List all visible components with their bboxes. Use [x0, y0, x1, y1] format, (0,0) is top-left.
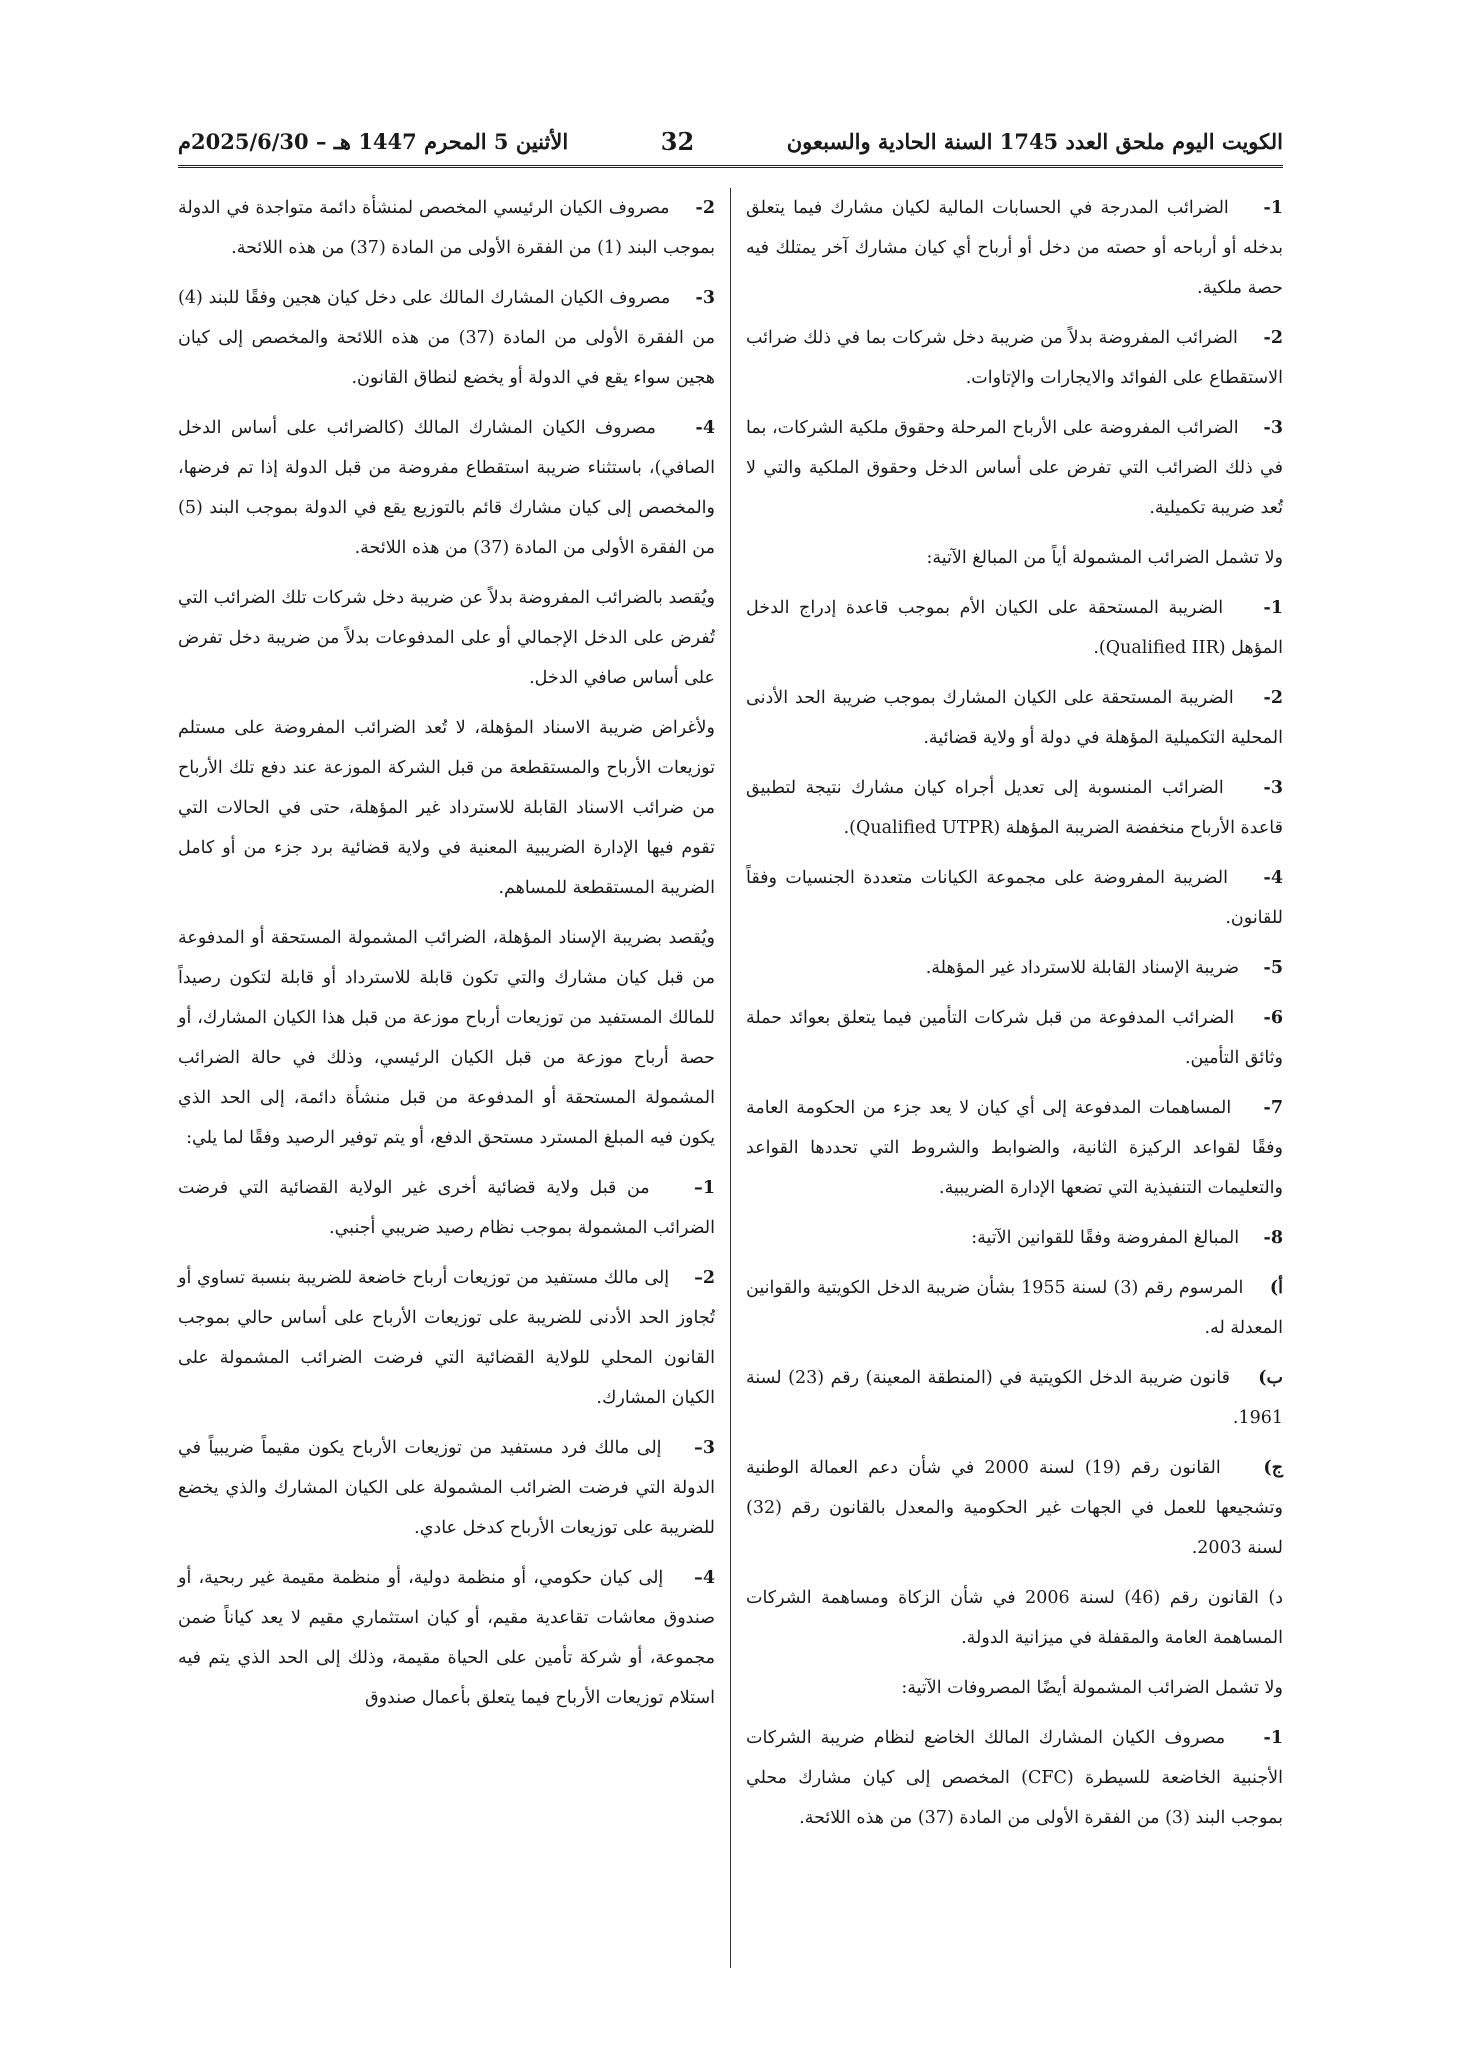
paragraph-text: قانون ضريبة الدخل الكويتية في (المنطقة المعينة) رقم (23) لسنة 1961.	[746, 1368, 1283, 1428]
paragraph	[746, 588, 1283, 668]
paragraph-text: مصروف الكيان المشارك المالك الخاضع لنظام ضريبة الشركات الأجنبية الخاضعة للسيطرة (CFC) المخصص إلى كيان مشارك محلي بموجب البند (3) من الفقرة الأولى من المادة (37) من هذه اللائحة.	[746, 1728, 1284, 1828]
paragraph	[746, 1218, 1283, 1258]
item-number: 1-	[1225, 1728, 1283, 1748]
item-number: 7-	[1231, 1098, 1283, 1118]
paragraph	[746, 998, 1283, 1078]
paragraph-text: ويُقصد بضريبة الإسناد المؤهلة، الضرائب المشمولة المستحقة أو المدفوعة من قبل كيان مشارك والتي تكون قابلة للاسترداد أو قابلة لتكون رصيداً للمالك المستفيد من توزيعات أرباح موزعة من قبل هذا الكيان المشارك، أو حصة أرباح موزعة من قبل الكيان الرئيسي، وذلك في حالة الضرائب المشمولة المستحقة أو المدفوعة من قبل منشأة دائمة، إلى الحد الذي يكون فيه المبلغ المسترد مستحق الدفع، أو يتم توفير الرصيد وفقًا لما يلي:	[178, 928, 715, 1148]
paragraph	[178, 918, 715, 1158]
paragraph	[746, 948, 1283, 988]
paragraph-text: من قبل ولاية قضائية أخرى غير الولاية القضائية التي فرضت الضرائب المشمولة بموجب نظام رصيد ضريبي أجنبي.	[178, 1178, 715, 1238]
item-number: 8-	[1239, 1228, 1283, 1248]
paragraph-text: ولا تشمل الضرائب المشمولة أيضًا المصروفات الآتية:	[901, 1678, 1283, 1698]
item-number: 1–	[649, 1178, 715, 1198]
paragraph-text: الضرائب المدرجة في الحسابات المالية لكيان مشارك فيما يتعلق بدخله أو أرباحه أو حصته من دخل أو أرباح أي كيان مشارك آخر يمتلك فيه حصة ملكية.	[746, 198, 1283, 298]
page-header	[178, 118, 1283, 164]
item-number: 2-	[669, 198, 715, 218]
paragraph-text: الضرائب المفروضة بدلاً من ضريبة دخل شركات بما في ذلك ضرائب الاستقطاع على الفوائد والايجارات والإتاوات.	[746, 328, 1283, 388]
header-date: الأثنين 5 المحرم 1447 هـ – 2025/6/30م	[178, 128, 569, 154]
paragraph-text: المرسوم رقم (3) لسنة 1955 بشأن ضريبة الدخل الكويتية والقوانين المعدلة له.	[746, 1278, 1283, 1338]
item-number: 3-	[1223, 778, 1283, 798]
paragraph-text: ولأغراض ضريبة الاسناد المؤهلة، لا تُعد الضرائب المفروضة على مستلم توزيعات الأرباح والمستقطعة من قبل الشركة الموزعة عند دفع تلك الأرباح من ضرائب الاسناد القابلة للاسترداد غير المؤهلة، حتى في الحالات التي تقوم فيها الإدارة الضريبية المعنية في ولاية قضائية برد جزء من أو كامل الضريبة المستقطعة للمساهم.	[178, 718, 715, 898]
paragraph	[178, 1558, 715, 1718]
paragraph	[178, 708, 715, 908]
paragraph	[746, 1358, 1283, 1438]
paragraph	[746, 1088, 1283, 1208]
item-number: 4-	[1227, 868, 1283, 888]
item-number: 1-	[1228, 198, 1283, 218]
paragraph-text: د) القانون رقم (46) لسنة 2006 في شأن الزكاة ومساهمة الشركات المساهمة العامة والمقفلة في ميزانية الدولة.	[746, 1588, 1284, 1648]
paragraph	[746, 678, 1283, 758]
paragraph	[178, 1428, 715, 1548]
item-number: 3-	[670, 288, 715, 308]
item-number: ب)	[1230, 1368, 1284, 1388]
paragraph	[746, 1718, 1283, 1838]
item-number: 3-	[1238, 418, 1283, 438]
left-column	[178, 188, 715, 1968]
paragraph	[178, 1168, 715, 1248]
paragraph-text: المساهمات المدفوعة إلى أي كيان لا يعد جزء من الحكومة العامة وفقًا لقواعد الركيزة الثانية، والضوابط والشروط التي تحددها القواعد والتعليمات التنفيذية التي تضعها الإدارة الضريبية.	[746, 1098, 1283, 1198]
right-column	[746, 188, 1283, 1968]
paragraph-text: الضرائب المنسوبة إلى تعديل أجراه كيان مشارك نتيجة لتطبيق قاعدة الأرباح منخفضة الضريبة المؤهلة (Qualified UTPR).	[746, 778, 1283, 838]
item-number: 4-	[655, 418, 715, 438]
item-number: 2-	[1233, 688, 1284, 708]
paragraph	[178, 578, 715, 698]
paragraph-text: مصروف الكيان الرئيسي المخصص لمنشأة دائمة متواجدة في الدولة بموجب البند (1) من الفقرة الأولى من المادة (37) من هذه اللائحة.	[178, 198, 715, 258]
paragraph	[746, 538, 1283, 578]
item-number: أ)	[1243, 1278, 1284, 1298]
document-body	[178, 188, 1283, 1968]
paragraph	[746, 1668, 1283, 1708]
paragraph-text: مصروف الكيان المشارك المالك (كالضرائب على أساس الدخل الصافي)، باستثناء ضريبة استقطاع مفروضة من قبل الدولة إذا تم فرضها، والمخصص إلى كيان مشارك قائم بالتوزيع يقع في الدولة بموجب البند (5) من الفقرة الأولى من المادة (37) من هذه اللائحة.	[178, 418, 715, 558]
paragraph-text: إلى مالك فرد مستفيد من توزيعات الأرباح يكون مقيماً ضريبياً في الدولة التي فرضت الضرائب المشمولة على الكيان المشارك والذي يخضع للضريبة على توزيعات الأرباح كدخل عادي.	[178, 1438, 715, 1538]
item-number: 4–	[663, 1568, 715, 1588]
paragraph	[746, 408, 1283, 528]
paragraph-text: الضرائب المدفوعة من قبل شركات التأمين فيما يتعلق بعوائد حملة وثائق التأمين.	[746, 1008, 1283, 1068]
paragraph-text: إلى مالك مستفيد من توزيعات أرباح خاضعة للضريبة بنسبة تساوي أو تُجاوز الحد الأدنى للضريبة على توزيعات الأرباح على أساس حالي بموجب القانون المحلي للولاية القضائية التي فرضت الضرائب المشمولة على الكيان المشارك.	[178, 1268, 715, 1408]
paragraph	[746, 1448, 1283, 1568]
paragraph	[178, 278, 715, 398]
paragraph-text: مصروف الكيان المشارك المالك على دخل كيان هجين وفقًا للبند (4) من الفقرة الأولى من المادة (37) من هذه اللائحة والمخصص إلى كيان هجين سواء يقع في الدولة أو يخضع لنطاق القانون.	[178, 288, 715, 388]
paragraph-text: ضريبة الإسناد القابلة للاسترداد غير المؤهلة.	[925, 958, 1240, 978]
paragraph-text: الضرائب المفروضة على الأرباح المرحلة وحقوق ملكية الشركات، بما في ذلك الضرائب التي تفرض على أساس الدخل وحقوق الملكية والتي لا تُعد ضريبة تكميلية.	[746, 418, 1283, 518]
item-number: 3–	[661, 1438, 715, 1458]
paragraph-text: المبالغ المفروضة وفقًا للقوانين الآتية:	[971, 1228, 1240, 1248]
paragraph	[746, 1578, 1283, 1658]
page-number: 32	[660, 126, 695, 156]
paragraph-text: ولا تشمل الضرائب المشمولة أياً من المبالغ الآتية:	[926, 548, 1283, 568]
paragraph	[178, 188, 715, 268]
paragraph	[746, 858, 1283, 938]
header-rule	[178, 165, 1283, 168]
item-number: ج)	[1220, 1458, 1283, 1478]
item-number: 2-	[1237, 328, 1284, 348]
header-publication: الكويت اليوم ملحق العدد 1745 السنة الحادية والسبعون	[786, 128, 1283, 154]
paragraph	[746, 188, 1283, 308]
item-number: 2–	[669, 1268, 716, 1288]
paragraph	[178, 408, 715, 568]
paragraph	[746, 1268, 1283, 1348]
paragraph	[746, 768, 1283, 848]
paragraph	[746, 318, 1283, 398]
paragraph	[178, 1258, 715, 1418]
paragraph-text: ويُقصد بالضرائب المفروضة بدلاً عن ضريبة دخل شركات تلك الضرائب التي تُفرض على الدخل الإجمالي أو على المدفوعات بدلاً من ضريبة دخل تفرض على أساس صافي الدخل.	[178, 588, 715, 688]
paragraph-text: إلى كيان حكومي، أو منظمة دولية، أو منظمة مقيمة غير ربحية، أو صندوق معاشات تقاعدية مقيم، أو كيان استثماري مقيم لا يعد كياناً ضمن مجموعة، أو شركة تأمين على الحياة مقيمة، وذلك إلى الحد الذي يتم فيه استلام توزيعات الأرباح فيما يتعلق بأعمال صندوق	[178, 1568, 715, 1708]
item-number: 1-	[1223, 598, 1284, 618]
paragraph-text: الضريبة المفروضة على مجموعة الكيانات متعددة الجنسيات وفقاً للقانون.	[746, 868, 1283, 928]
item-number: 5-	[1239, 958, 1283, 978]
item-number: 6-	[1234, 1008, 1283, 1028]
paragraph-text: القانون رقم (19) لسنة 2000 في شأن دعم العمالة الوطنية وتشجيعها للعمل في الجهات غير الحكومية والمعدل بالقانون رقم (32) لسنة 2003.	[746, 1458, 1283, 1558]
paragraph-text: الضريبة المستحقة على الكيان الأم بموجب قاعدة إدراج الدخل المؤهل (Qualified IIR).	[746, 598, 1283, 658]
paragraph-text: الضريبة المستحقة على الكيان المشارك بموجب ضريبة الحد الأدنى المحلية التكميلية المؤهلة في دولة أو ولاية قضائية.	[746, 688, 1283, 748]
